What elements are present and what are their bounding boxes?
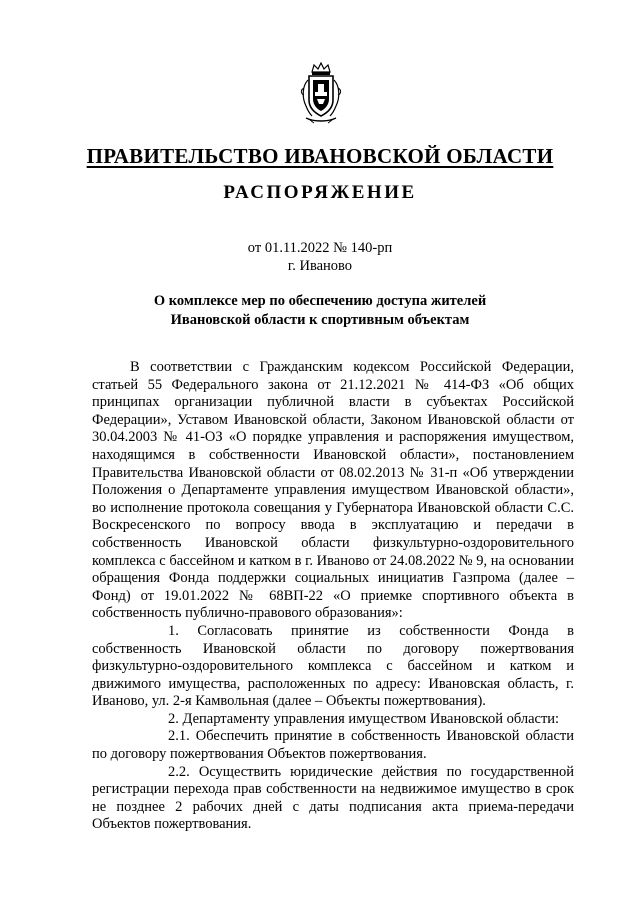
item-2-paragraph (92, 711, 574, 729)
item-1-text: Согласовать принятие из собственности Фонда в собственность Ивановской области по договору пожертвования физкультурно-оздоровительного комплекса с бассейном и катком и движимого имущества, расположенных по адресу: Ивановская область, г. Иваново, ул. 2-я Камвольная (далее – Объекты пожертвования). (92, 622, 575, 710)
item-2-2-text: Осуществить юридические действия по государственной регистрации перехода прав собственности на недвижимое имущество в срок не позднее 2 рабочих дней с даты подписания акта приема-передачи Объектов пожертвования. (92, 763, 574, 833)
document-place: г. Иваново (287, 258, 353, 274)
subject-line-2: Ивановской области к спортивным объектам (170, 312, 470, 328)
item-1-paragraph (92, 623, 574, 711)
document-subject (0, 292, 640, 330)
item-2-2-number: 2.2. (168, 763, 190, 780)
item-2-1-number: 2.1. (168, 728, 190, 745)
document-body (92, 359, 574, 834)
item-2-2-paragraph (92, 764, 574, 834)
document-date-number: от 01.11.2022 № 140-рп (247, 240, 393, 256)
document-type-heading: РАСПОРЯЖЕНИЕ (223, 182, 417, 203)
item-1-number: 1. (168, 622, 179, 639)
item-2-text: Департаменту управления имуществом Ивановской области: (182, 710, 560, 727)
subject-line-1: О комплексе мер по обеспечению доступа жителей (153, 293, 487, 309)
item-2-1-text: Обеспечить принятие в собственность Ивановской области по договору пожертвования Объектов пожертвования. (92, 728, 575, 763)
item-2-number: 2. (168, 710, 179, 727)
preamble-paragraph: В соответствии с Гражданским кодексом Российской Федерации, статьей 55 Федерального закона от 21.12.2021 № 414-ФЗ «Об общих принципах организации публичной власти в субъектах Российской Федерации», Уставом Ивановской области, Законом Ивановской области от 30.04.2003 № 41-ОЗ «О порядке управления и распоряжения имуществом, находящимся в собственности Ивановской области», постановлением Правительства Ивановской области от 08.02.2013 № 31-п «Об утверждении Положения о Департаменте управления имуществом Ивановской области», во исполнение протокола совещания у Губернатора Ивановской области С.С. Воскресенского по вопросу ввода в эксплуатацию и передачи в собственность Ивановской области физкультурно-оздоровительного комплекса с бассейном и катком в г. Иваново от 24.08.2022 № 9, на основании обращения Фонда поддержки социальных инициатив Газпрома (далее – Фонд) от 19.01.2022 № 68ВП-22 «О приемке спортивного объекта в собственность публично-правового образования»: (92, 359, 574, 622)
ivanovo-coat-of-arms-icon (300, 62, 342, 124)
item-2-1-paragraph (92, 728, 574, 763)
organization-title: ПРАВИТЕЛЬСТВО ИВАНОВСКОЙ ОБЛАСТИ (86, 144, 554, 168)
